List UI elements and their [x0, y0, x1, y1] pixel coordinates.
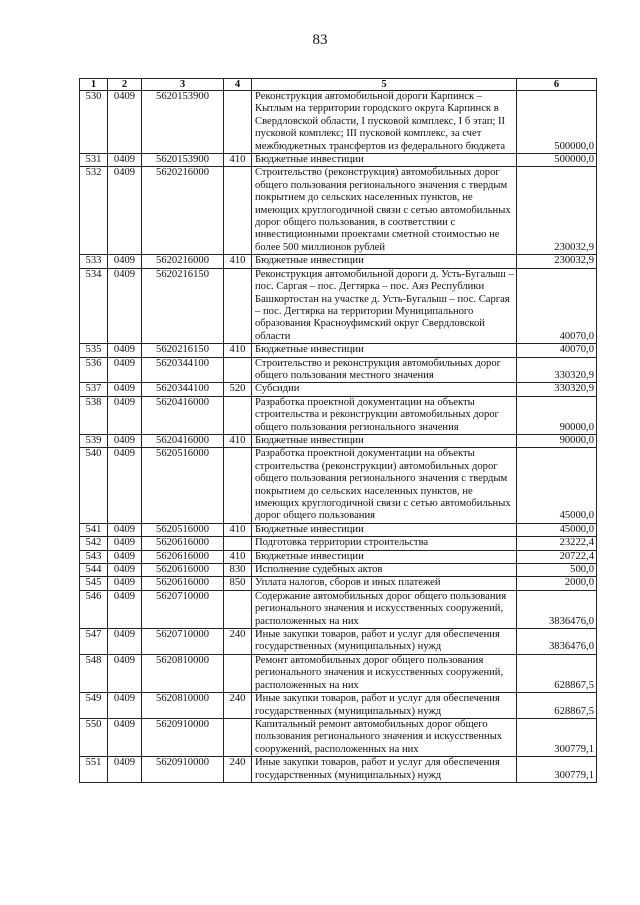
table-row — [80, 654, 597, 692]
target-code: 5620810000 — [142, 693, 224, 719]
item-name: Иные закупки товаров, работ и услуг для обеспечения государственных (муниципальных) нужд — [252, 757, 517, 783]
expense-type-code — [224, 448, 252, 523]
item-name: Уплата налогов, сборов и иных платежей — [252, 577, 517, 590]
table-row — [80, 537, 597, 550]
target-code: 5620216000 — [142, 255, 224, 268]
amount: 2000,0 — [517, 577, 597, 590]
amount: 500000,0 — [517, 91, 597, 154]
table-row — [80, 154, 597, 167]
table-row — [80, 629, 597, 655]
section-code: 0409 — [108, 383, 142, 396]
expense-type-code — [224, 718, 252, 756]
item-name: Бюджетные инвестиции — [252, 255, 517, 268]
amount: 500000,0 — [517, 154, 597, 167]
amount: 628867,5 — [517, 693, 597, 719]
table-row — [80, 255, 597, 268]
target-code: 5620216150 — [142, 268, 224, 343]
table-row — [80, 590, 597, 628]
row-number: 546 — [80, 590, 108, 628]
item-name: Исполнение судебных актов — [252, 564, 517, 577]
amount: 40070,0 — [517, 268, 597, 343]
row-number: 540 — [80, 448, 108, 523]
item-name: Иные закупки товаров, работ и услуг для обеспечения государственных (муниципальных) нужд — [252, 629, 517, 655]
section-code: 0409 — [108, 590, 142, 628]
section-code: 0409 — [108, 550, 142, 563]
item-name: Капитальный ремонт автомобильных дорог общего пользования регионального значения и искусственных сооружений, расположенных на них — [252, 718, 517, 756]
row-number: 551 — [80, 757, 108, 783]
expense-type-code: 240 — [224, 693, 252, 719]
expense-type-code — [224, 654, 252, 692]
item-name: Реконструкция автомобильной дороги д. Усть-Бугалыш – пос. Саргая – пос. Дегтярка – пос. Аяз Республики Башкортостан на участке д. Усть-Бугалыш – пос. Саргая – пос. Дегтярка на территории Муниципального образования Красноуфимский округ Свердловской области — [252, 268, 517, 343]
table-row — [80, 564, 597, 577]
column-header: 4 — [224, 79, 252, 91]
section-code: 0409 — [108, 255, 142, 268]
column-header: 3 — [142, 79, 224, 91]
target-code: 5620616000 — [142, 577, 224, 590]
expense-type-code — [224, 167, 252, 255]
expense-type-code: 240 — [224, 757, 252, 783]
target-code: 5620153900 — [142, 154, 224, 167]
amount: 23222,4 — [517, 537, 597, 550]
target-code: 5620910000 — [142, 718, 224, 756]
expense-type-code — [224, 590, 252, 628]
row-number: 541 — [80, 523, 108, 536]
item-name: Бюджетные инвестиции — [252, 154, 517, 167]
section-code: 0409 — [108, 564, 142, 577]
expense-type-code: 520 — [224, 383, 252, 396]
target-code: 5620153900 — [142, 91, 224, 154]
row-number: 548 — [80, 654, 108, 692]
target-code: 5620616000 — [142, 564, 224, 577]
section-code: 0409 — [108, 344, 142, 357]
amount: 330320,9 — [517, 357, 597, 383]
expense-type-code: 410 — [224, 550, 252, 563]
section-code: 0409 — [108, 693, 142, 719]
item-name: Разработка проектной документации на объекты строительства и реконструкции автомобильных дорог общего пользования регионального значения — [252, 396, 517, 434]
target-code: 5620344100 — [142, 357, 224, 383]
table-row — [80, 268, 597, 343]
table-row — [80, 693, 597, 719]
table-row — [80, 434, 597, 447]
amount: 500,0 — [517, 564, 597, 577]
row-number: 536 — [80, 357, 108, 383]
column-header: 5 — [252, 79, 517, 91]
section-code: 0409 — [108, 718, 142, 756]
row-number: 533 — [80, 255, 108, 268]
table-row — [80, 167, 597, 255]
budget-table — [79, 78, 597, 783]
amount: 300779,1 — [517, 757, 597, 783]
column-header: 2 — [108, 79, 142, 91]
item-name: Подготовка территории строительства — [252, 537, 517, 550]
section-code: 0409 — [108, 434, 142, 447]
row-number: 543 — [80, 550, 108, 563]
section-code: 0409 — [108, 357, 142, 383]
item-name: Бюджетные инвестиции — [252, 344, 517, 357]
row-number: 547 — [80, 629, 108, 655]
target-code: 5620344100 — [142, 383, 224, 396]
section-code: 0409 — [108, 268, 142, 343]
amount: 230032,9 — [517, 167, 597, 255]
target-code: 5620910000 — [142, 757, 224, 783]
row-number: 544 — [80, 564, 108, 577]
table-row — [80, 383, 597, 396]
row-number: 539 — [80, 434, 108, 447]
expense-type-code: 410 — [224, 255, 252, 268]
item-name: Содержание автомобильных дорог общего пользования регионального значения и искусственных сооружений, расположенных на них — [252, 590, 517, 628]
expense-type-code: 410 — [224, 523, 252, 536]
row-number: 538 — [80, 396, 108, 434]
expense-type-code — [224, 396, 252, 434]
item-name: Бюджетные инвестиции — [252, 434, 517, 447]
section-code: 0409 — [108, 757, 142, 783]
section-code: 0409 — [108, 91, 142, 154]
expense-type-code — [224, 91, 252, 154]
target-code: 5620216000 — [142, 167, 224, 255]
section-code: 0409 — [108, 154, 142, 167]
page-number: 83 — [312, 32, 328, 48]
amount: 3836476,0 — [517, 629, 597, 655]
target-code: 5620516000 — [142, 448, 224, 523]
row-number: 530 — [80, 91, 108, 154]
expense-type-code: 410 — [224, 434, 252, 447]
target-code: 5620616000 — [142, 550, 224, 563]
table-row — [80, 396, 597, 434]
item-name: Ремонт автомобильных дорог общего пользования регионального значения и искусственных сооружений, расположенных на них — [252, 654, 517, 692]
row-number: 542 — [80, 537, 108, 550]
section-code: 0409 — [108, 523, 142, 536]
item-name: Строительство и реконструкция автомобильных дорог общего пользования местного значения — [252, 357, 517, 383]
row-number: 535 — [80, 344, 108, 357]
item-name: Разработка проектной документации на объекты строительства (реконструкции) автомобильных дорог общего пользования регионального значения с твердым покрытием до сельских населенных пунктов, не имеющих круглогодичной связи с сетью автомобильных дорог общего пользования — [252, 448, 517, 523]
target-code: 5620810000 — [142, 654, 224, 692]
expense-type-code: 240 — [224, 629, 252, 655]
section-code: 0409 — [108, 537, 142, 550]
amount: 3836476,0 — [517, 590, 597, 628]
item-name: Строительство (реконструкция) автомобильных дорог общего пользования регионального значения с твердым покрытием до сельских населенных пунктов, не имеющих круглогодичной связи с сетью автомобильных дорог общего пользования, в соответствии с инвестиционными проектами сметной стоимостью не более 500 миллионов рублей — [252, 167, 517, 255]
expense-type-code — [224, 357, 252, 383]
section-code: 0409 — [108, 577, 142, 590]
amount: 45000,0 — [517, 523, 597, 536]
row-number: 532 — [80, 167, 108, 255]
item-name: Иные закупки товаров, работ и услуг для обеспечения государственных (муниципальных) нужд — [252, 693, 517, 719]
target-code: 5620710000 — [142, 629, 224, 655]
row-number: 550 — [80, 718, 108, 756]
item-name: Реконструкция автомобильной дороги Карпинск – Кытлым на территории городского округа Карпинск в Свердловской области, I пусковой комплекс, I б этап; II пусковой комплекс; III пусковой комплекс, за счет межбюджетных трансфертов из федерального бюджета — [252, 91, 517, 154]
expense-type-code: 850 — [224, 577, 252, 590]
section-code: 0409 — [108, 167, 142, 255]
item-name: Бюджетные инвестиции — [252, 550, 517, 563]
amount: 90000,0 — [517, 434, 597, 447]
table-row — [80, 448, 597, 523]
amount: 40070,0 — [517, 344, 597, 357]
target-code: 5620516000 — [142, 523, 224, 536]
table-row — [80, 550, 597, 563]
row-number: 537 — [80, 383, 108, 396]
row-number: 545 — [80, 577, 108, 590]
section-code: 0409 — [108, 654, 142, 692]
expense-type-code: 410 — [224, 344, 252, 357]
amount: 330320,9 — [517, 383, 597, 396]
target-code: 5620616000 — [142, 537, 224, 550]
column-header: 1 — [80, 79, 108, 91]
table-header-row — [80, 79, 597, 91]
target-code: 5620710000 — [142, 590, 224, 628]
expense-type-code — [224, 268, 252, 343]
expense-type-code: 830 — [224, 564, 252, 577]
section-code: 0409 — [108, 629, 142, 655]
column-header: 6 — [517, 79, 597, 91]
item-name: Субсидии — [252, 383, 517, 396]
amount: 20722,4 — [517, 550, 597, 563]
table-row — [80, 718, 597, 756]
table-row — [80, 757, 597, 783]
row-number: 534 — [80, 268, 108, 343]
table-row — [80, 523, 597, 536]
amount: 90000,0 — [517, 396, 597, 434]
target-code: 5620216150 — [142, 344, 224, 357]
amount: 628867,5 — [517, 654, 597, 692]
expense-type-code — [224, 537, 252, 550]
amount: 230032,9 — [517, 255, 597, 268]
row-number: 549 — [80, 693, 108, 719]
table-row — [80, 577, 597, 590]
expense-type-code: 410 — [224, 154, 252, 167]
row-number: 531 — [80, 154, 108, 167]
amount: 45000,0 — [517, 448, 597, 523]
table-row — [80, 357, 597, 383]
amount: 300779,1 — [517, 718, 597, 756]
target-code: 5620416000 — [142, 434, 224, 447]
section-code: 0409 — [108, 396, 142, 434]
section-code: 0409 — [108, 448, 142, 523]
table-row — [80, 344, 597, 357]
target-code: 5620416000 — [142, 396, 224, 434]
item-name: Бюджетные инвестиции — [252, 523, 517, 536]
table-row — [80, 91, 597, 154]
